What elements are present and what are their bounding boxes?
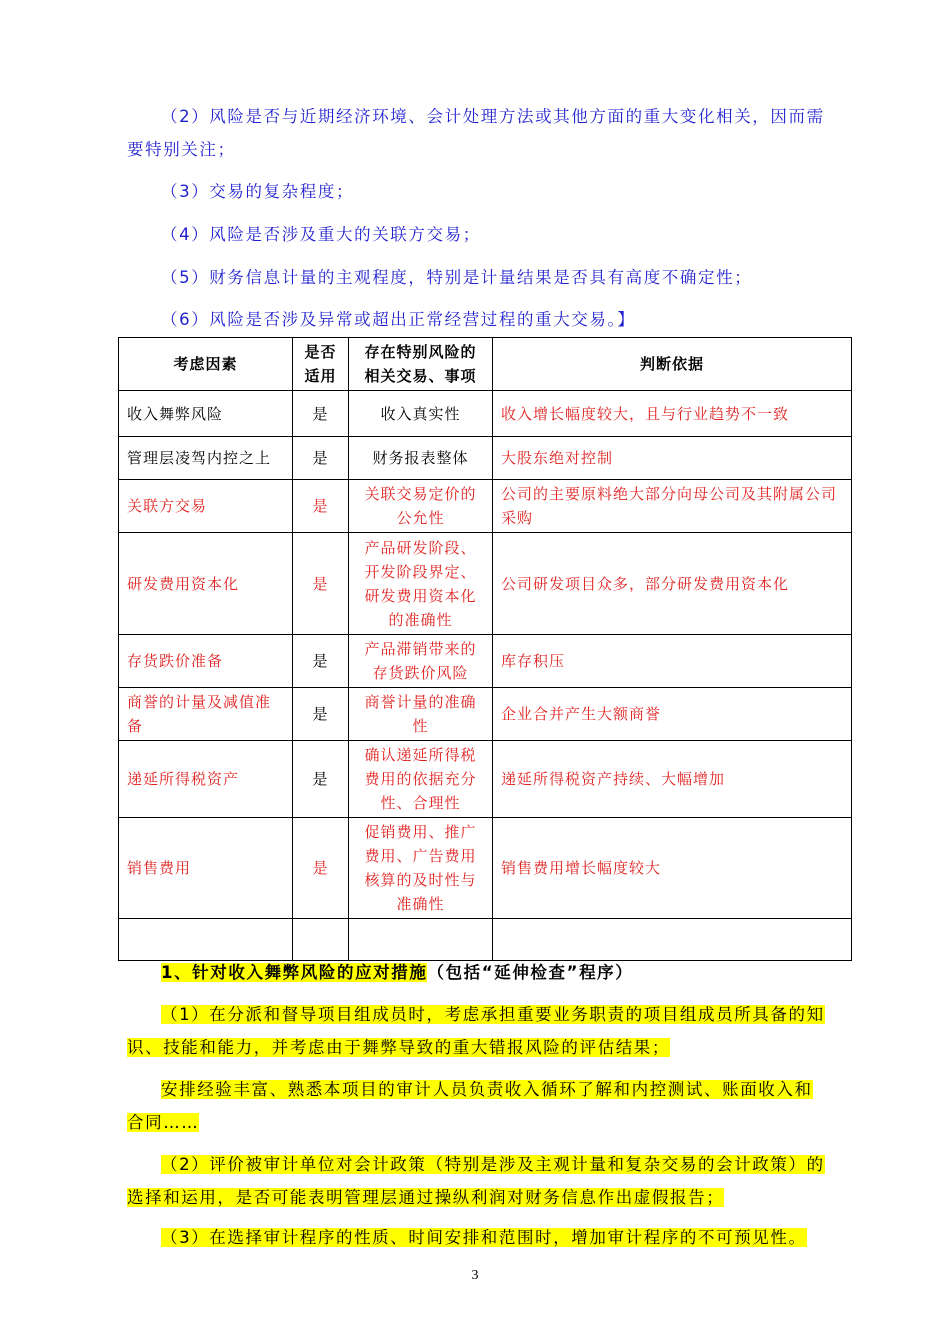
cell-factor: 关联方交易 [119,480,293,533]
cell-factor: 管理层凌驾内控之上 [119,437,293,480]
measure-item-2: （2）评价被审计单位对会计政策（特别是涉及主观计量和复杂交易的会计政策）的 选择和运用，是否可能表明管理层通过操纵利润对财务信息作出虚假报告； [127,1155,825,1207]
cell-factor: 商誉的计量及减值准备 [119,688,293,741]
page-number: 3 [471,1268,479,1283]
intro-item-6: （6）风险是否涉及异常或超出正常经营过程的重大交易。】 [161,310,636,329]
table-row-empty [119,919,852,961]
table-row [119,480,852,533]
cell-related: 财务报表整体 [349,437,493,480]
cell-related: 商誉计量的准确性 [349,688,493,741]
cell-applicable: 是 [293,635,349,688]
cell-basis: 收入增长幅度较大，且与行业趋势不一致 [493,391,852,437]
cell-applicable: 是 [293,480,349,533]
cell-factor: 研发费用资本化 [119,533,293,635]
cell-applicable: 是 [293,437,349,480]
measures-heading [127,956,862,989]
cell-basis: 销售费用增长幅度较大 [493,818,852,919]
cell-factor: 销售费用 [119,818,293,919]
cell-factor: 存货跌价准备 [119,635,293,688]
cell-basis: 企业合并产生大额商誉 [493,688,852,741]
intro-item-2: （2）风险是否与近期经济环境、会计处理方法或其他方面的重大变化相关，因而需 要特别关注； [127,107,825,159]
measure-item-3: （3）在选择审计程序的性质、时间安排和范围时，增加审计程序的不可预见性。 [161,1228,807,1247]
cell-factor [119,919,293,961]
cell-applicable: 是 [293,533,349,635]
cell-related: 产品研发阶段、开发阶段界定、研发费用资本化的准确性 [349,533,493,635]
table-row [119,635,852,688]
intro-item-4: （4）风险是否涉及重大的关联方交易； [161,225,481,244]
cell-basis: 公司研发项目众多，部分研发费用资本化 [493,533,852,635]
measure-item-1b: 安排经验丰富、熟悉本项目的审计人员负责收入循环了解和内控测试、账面收入和 合同…… [127,1080,813,1132]
table-row [119,688,852,741]
header-basis: 判断依据 [493,338,852,391]
cell-basis: 大股东绝对控制 [493,437,852,480]
measures-heading-rest: （包括“延伸检查”程序） [427,963,634,982]
measure-item-1: （1）在分派和督导项目组成员时，考虑承担重要业务职责的项目组成员所具备的知 识、技能和能力，并考虑由于舞弊导致的重大错报风险的评估结果； [127,1005,825,1057]
cell-applicable: 是 [293,818,349,919]
header-applicable: 是否适用 [293,338,349,391]
intro-item-3: （3）交易的复杂程度； [161,182,355,201]
cell-basis: 递延所得税资产持续、大幅增加 [493,741,852,818]
table-row [119,437,852,480]
risk-factor-table [118,337,852,961]
intro-item-5: （5）财务信息计量的主观程度，特别是计量结果是否具有高度不确定性； [161,268,753,287]
cell-basis [493,919,852,961]
cell-factor: 收入舞弊风险 [119,391,293,437]
table-row [119,533,852,635]
measures-heading-bold: 1、针对收入舞弊风险的应对措施 [161,963,428,982]
cell-related: 确认递延所得税费用的依据充分性、合理性 [349,741,493,818]
cell-basis: 库存积压 [493,635,852,688]
header-factor: 考虑因素 [119,338,293,391]
cell-applicable: 是 [293,741,349,818]
table-row [119,391,852,437]
cell-related: 关联交易定价的公允性 [349,480,493,533]
cell-basis: 公司的主要原料绝大部分向母公司及其附属公司采购 [493,480,852,533]
cell-applicable: 是 [293,391,349,437]
table-row [119,818,852,919]
cell-factor: 递延所得税资产 [119,741,293,818]
cell-applicable [293,919,349,961]
cell-related: 产品滞销带来的存货跌价风险 [349,635,493,688]
cell-related: 收入真实性 [349,391,493,437]
table-row [119,741,852,818]
header-related: 存在特别风险的相关交易、事项 [349,338,493,391]
cell-related: 促销费用、推广费用、广告费用核算的及时性与准确性 [349,818,493,919]
cell-related [349,919,493,961]
cell-applicable: 是 [293,688,349,741]
table-header-row [119,338,852,391]
